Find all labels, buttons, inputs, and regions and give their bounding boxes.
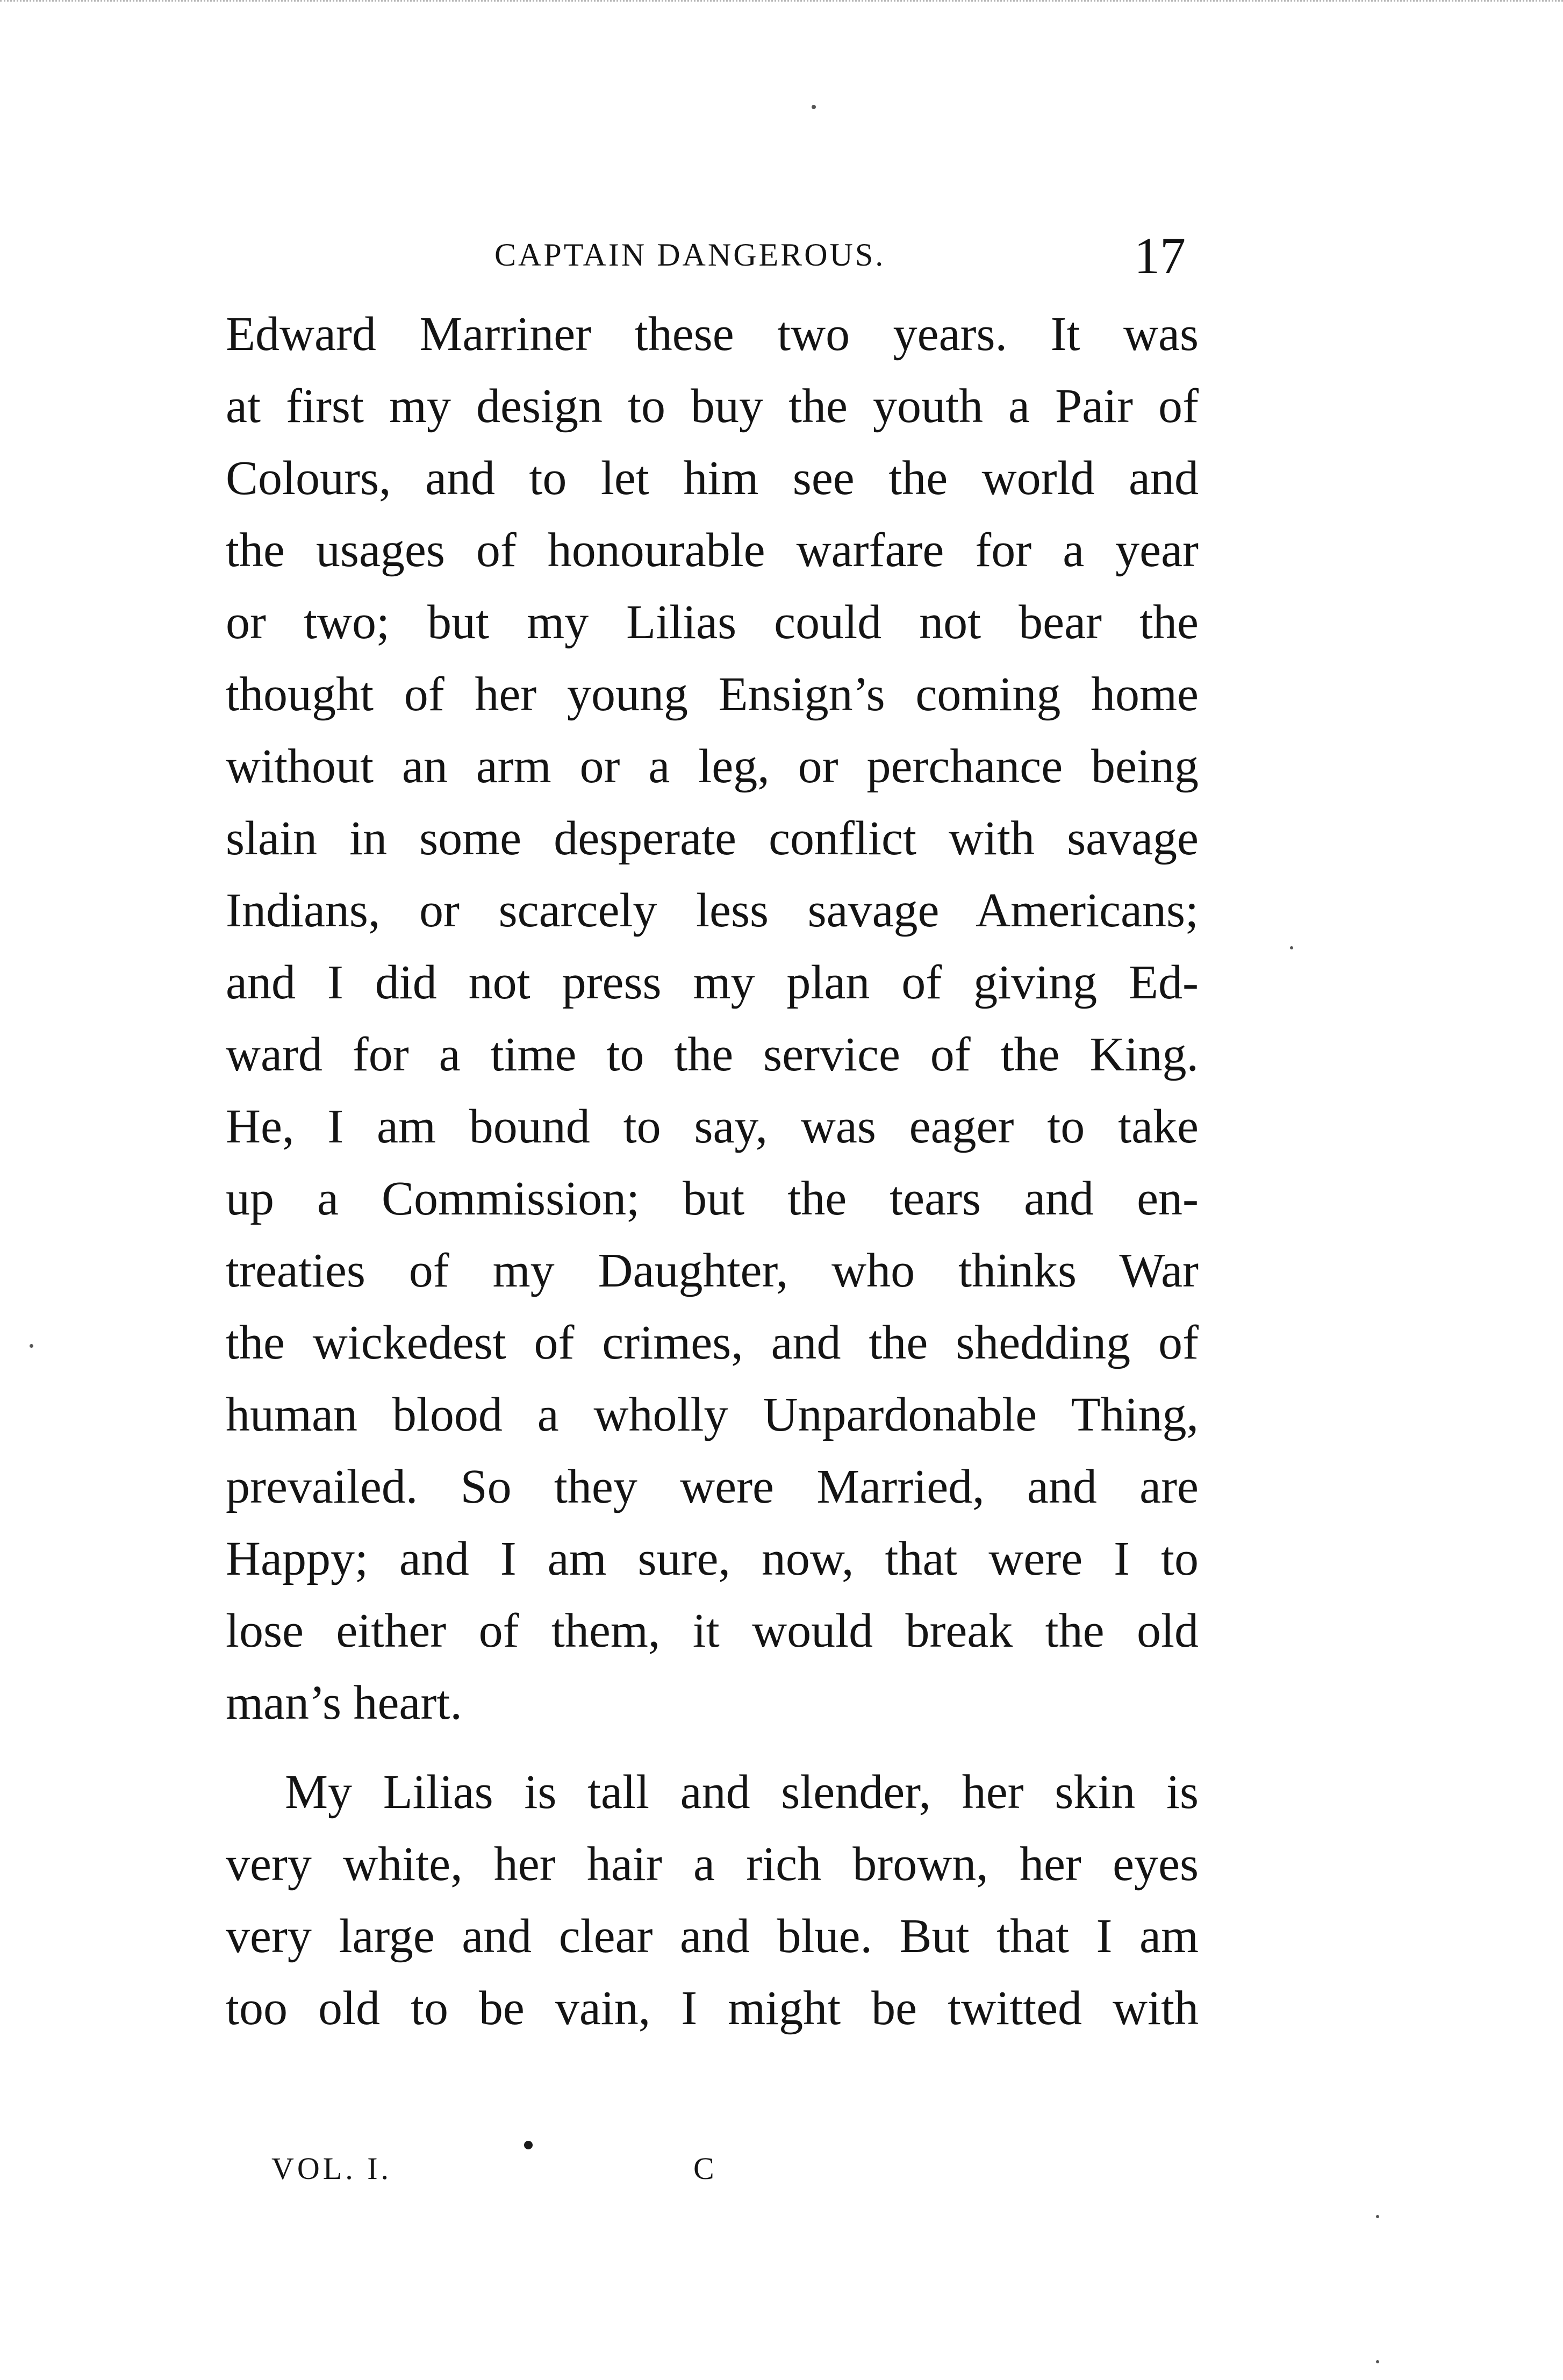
ink-speck <box>812 105 816 109</box>
page-number: 17 <box>1134 227 1186 284</box>
ink-speck <box>30 1344 33 1348</box>
text-line: ward for a time to the service of the King. <box>226 1028 1199 1081</box>
ink-speck <box>1290 946 1293 949</box>
text-line: very large and clear and blue. But that I am <box>226 1910 1199 1963</box>
text-line: the wickedest of crimes, and the shedding of <box>226 1316 1199 1369</box>
text-line: very white, her hair a rich brown, her eyes <box>226 1838 1199 1891</box>
text-line: too old to be vain, I might be twitted with <box>226 1982 1199 2035</box>
text-line: and I did not press my plan of giving Ed- <box>226 956 1199 1009</box>
ink-dot <box>524 2141 533 2149</box>
text-line: Indians, or scarcely less savage Americans; <box>226 884 1199 937</box>
gathering-mark: C <box>693 2151 714 2186</box>
text-line: My Lilias is tall and slender, her skin is <box>285 1766 1199 1819</box>
text-line: without an arm or a leg, or perchance being <box>226 740 1199 793</box>
text-line: Happy; and I am sure, now, that were I to <box>226 1532 1199 1585</box>
text-line: slain in some desperate conflict with savage <box>226 812 1199 865</box>
text-line: Colours, and to let him see the world and <box>226 452 1199 505</box>
text-line: lose either of them, it would break the old <box>226 1604 1199 1657</box>
ink-speck <box>1376 2360 1379 2363</box>
text-line: prevailed. So they were Married, and are <box>226 1460 1199 1513</box>
text-line: man’s heart. <box>226 1676 462 1729</box>
volume-signature: VOL. I. <box>271 2151 392 2186</box>
text-line: Edward Marriner these two years. It was <box>226 308 1199 361</box>
text-line: at first my design to buy the youth a Pair of <box>226 380 1199 433</box>
body-text <box>226 298 1199 2045</box>
text-line: up a Commission; but the tears and en- <box>226 1172 1199 1225</box>
running-head <box>0 226 1563 285</box>
text-line: the usages of honourable warfare for a year <box>226 524 1199 577</box>
text-line: He, I am bound to say, was eager to take <box>226 1100 1199 1153</box>
page-footer <box>0 2150 1563 2199</box>
paragraph-gap <box>226 1739 1199 1756</box>
page-top-edge <box>0 0 1563 7</box>
paragraph-1 <box>226 298 1199 1739</box>
running-title: CAPTAIN DANGEROUS. <box>494 237 886 273</box>
text-line: human blood a wholly Unpardonable Thing, <box>226 1388 1199 1441</box>
ink-speck <box>1376 2215 1379 2218</box>
text-line: thought of her young Ensign’s coming home <box>226 668 1199 721</box>
text-line: or two; but my Lilias could not bear the <box>226 596 1199 649</box>
paragraph-2 <box>226 1756 1199 2045</box>
text-line: treaties of my Daughter, who thinks War <box>226 1244 1199 1297</box>
